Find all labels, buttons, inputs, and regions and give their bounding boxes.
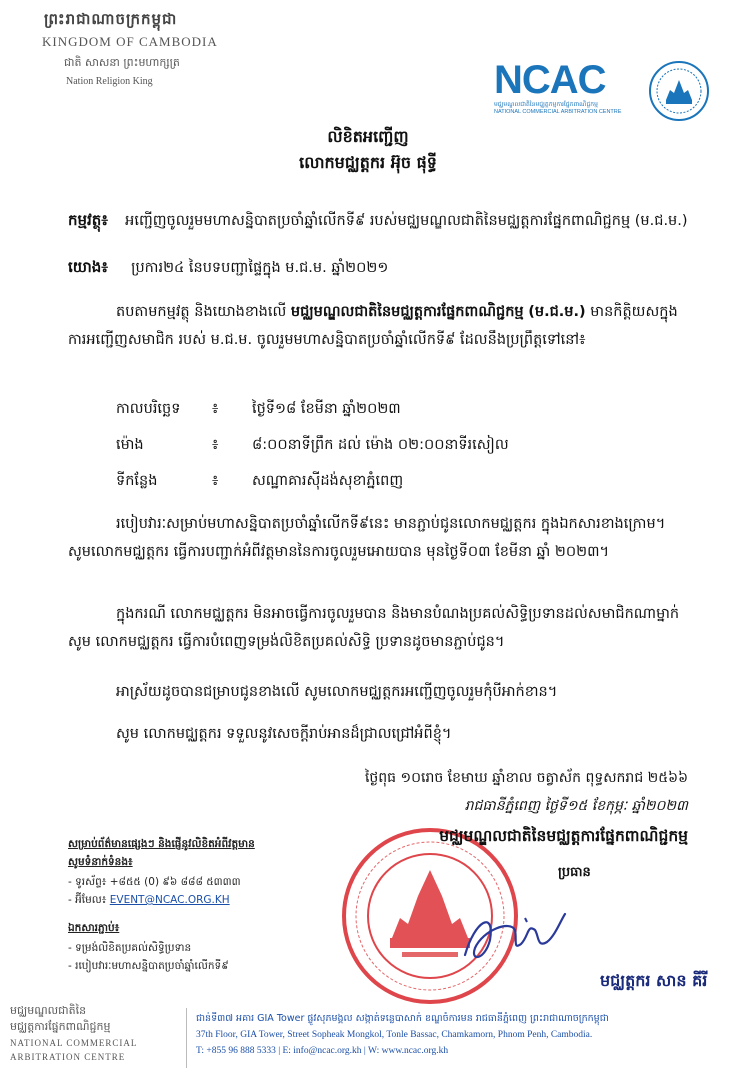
intro-org: មជ្ឈមណ្ឌលជាតិនៃមជ្ឈត្តការផ្នែកពាណិជ្ជកម្ម [290,304,524,320]
reference-label: យោង៖ [68,258,108,276]
letter-title: លិខិតអញ្ជើញ [327,127,409,146]
ncac-seal-icon [648,60,710,122]
logo-subtitle-english: NATIONAL COMMERCIAL ARBITRATION CENTRE [494,109,622,115]
kingdom-english: KINGDOM OF CAMBODIA [42,34,218,49]
detail-value-date: ថ្ងៃទី១៨ ខែមីនា ឆ្នាំ២០២៣ [252,401,401,417]
subject-text: អញ្ជើញចូលរួមមហាសន្និបាតប្រចាំឆ្នាំលើកទី៩ របស់មជ្ឈមណ្ឌលជាតិនៃមជ្ឈត្តការផ្នែកពាណិជ្ជកម្ម (ម.ជ.ម.) [125,213,688,229]
invitation-paragraph: អាស្រ័យដូចបានជម្រាបជូនខាងលើ សូមលោកមជ្ឈត្តករអញ្ជើញចូលរួមកុំបីអាក់ខាន។ [116,684,558,700]
detail-label-venue: ទីកន្លែង [116,473,158,489]
detail-colon: ៖ [212,401,219,417]
detail-colon: ៖ [212,473,219,489]
intro-end: មានកិត្តិយសក្នុងការអញ្ជើញសមាជិក របស់ ម.ជ.ម. ចូលរួមមហាសន្និបាតប្រចាំឆ្នាំលើកទី៩ ដែលនឹងប្រព្រឹត្តទៅនៅ៖ [68,304,678,348]
attachment-item: - ទម្រង់លិខិតប្រគល់សិទ្ធិប្រទាន [68,942,192,954]
logo-subtitle-khmer: មជ្ឈមណ្ឌលជាតិនៃមជ្ឈត្តកម្មការផ្នែកពាណិជ្ជកម្ម [494,101,598,108]
footer-divider [186,1008,187,1068]
agenda-paragraph: របៀបវារៈសម្រាប់មហាសន្និបាតប្រចាំឆ្នាំលើកទី៩នេះ មានភ្ជាប់ជូនលោកមជ្ឈត្តករ ក្នុងឯកសារខាងក្រោម។ សូមលោកមជ្ឈត្តករ ធ្វើការបញ្ជាក់អំពីវត្តមាននៃការចូលរួមអោយបាន មុនថ្ងៃទី០៣ ខែមីនា ឆ្នាំ ២០២៣។ [68,516,666,560]
subject-line [68,206,688,235]
contact-email-label: - អ៊ីមែល៖ [68,894,110,906]
regards-paragraph: សូម លោកមជ្ឈត្តករ ទទួលនូវសេចក្តីរាប់អានដ៏ជ្រាលជ្រៅអំពីខ្ញុំ។ [116,726,452,742]
intro-paragraph [68,298,688,354]
detail-colon: ៖ [212,437,219,453]
contact-subheading: សូមទំនាក់ទំនង៖ [68,856,133,868]
letter-recipient: លោកមជ្ឈត្តករ អ៊ុច ផុទ្ធី [299,153,437,172]
footer-address-khmer: ជាន់ទី៣៧ អគារ GIA Tower ផ្លូវសុភមង្គល សង្កាត់ទន្លេបាសាក់ ខណ្ឌចំការមន រាជធានីភ្នំពេញ ព្រះរាជាណាចក្រកម្ពុជា [196,1013,609,1024]
handwritten-signature-icon [455,900,575,970]
footer-name-khmer-1: មជ្ឈមណ្ឌលជាតិនៃ [10,1004,87,1017]
motto-khmer: ជាតិ សាសនា ព្រះមហាក្សត្រ [64,56,180,69]
detail-value-time: ៨:០០នាទីព្រឹក ដល់ ម៉ោង ០២:០០នាទីរសៀល [252,437,509,453]
motto-english: Nation Religion King [66,76,153,87]
kingdom-khmer: ព្រះរាជាណាចក្រកម្ពុជា [44,10,178,28]
contact-email-link[interactable]: EVENT@NCAC.ORG.KH [109,894,230,906]
detail-value-venue: សណ្ឋាគារស៊ីដង់សុខាភ្នំពេញ [252,473,404,489]
contact-email-line [68,894,230,909]
signatory-organization: មជ្ឈមណ្ឌលជាតិនៃមជ្ឈត្តការផ្នែកពាណិជ្ជកម្ម [439,827,688,845]
contact-heading: សម្រាប់ព័ត៌មានផ្សេងៗ និងផ្ញើនូវលិខិតអំពីវត្តមាន [68,838,255,850]
footer-name-english-1: NATIONAL COMMERCIAL [10,1038,138,1048]
detail-label-time: ម៉ោង [116,437,144,453]
signatory-position: ប្រធាន [558,865,591,880]
subject-label: កម្មវត្ថុ៖ [68,211,108,229]
intro-start: តបតាមកម្មវត្ថុ និងយោងខាងលើ [116,304,291,320]
intro-abbr: (ម.ជ.ម.) [528,304,586,320]
contact-phone: - ទូរស័ព្ទ៖ +៨៥៥ (0) ៩៦ ៨៨៨ ៥៣៣៣ [68,876,241,888]
lunar-date: ថ្ងៃពុធ ១០រោច ខែមាឃ ឆ្នាំខាល ចត្វាស័ក ពុទ្ធសករាជ ២៥៦៦ [364,770,688,786]
attachment-item: - របៀបវារៈមហាសន្និបាតប្រចាំឆ្នាំលើកទី៩ [68,960,229,972]
proxy-paragraph: ក្នុងករណី លោកមជ្ឈត្តករ មិនអាចធ្វើការចូលរួមបាន និងមានបំណងប្រគល់សិទ្ធិប្រទានដល់សមាជិកណាម្នាក់ សូម លោកមជ្ឈត្តករ ធ្វើការបំពេញទម្រង់លិខិតប្រគល់សិទ្ធិ ប្រទានដូចមានភ្ជាប់ជូន។ [68,606,680,650]
footer-name-english-2: ARBITRATION CENTRE [10,1052,126,1062]
reference-line [68,258,388,280]
attachments-heading: ឯកសារភ្ជាប់៖ [68,922,120,934]
signatory-name: មជ្ឈត្តករ សាន គីរី [600,971,708,990]
reference-text: ប្រការ២៤ នៃបទបញ្ជាផ្ទៃក្នុង ម.ជ.ម. ឆ្នាំ២០២១ [131,260,389,276]
solar-date: រាជធានីភ្នំពេញ ថ្ងៃទី១៥ ខែកុម្ភៈ ឆ្នាំ២០២៣ [464,798,688,814]
footer-contact: T: +855 96 888 5333 | E: info@ncac.org.kh | W: www.ncac.org.kh [196,1046,449,1056]
footer-address-english: 37th Floor, GIA Tower, Street Sopheak Mongkol, Tonle Bassac, Chamkamorn, Phnom Penh, Cambodia. [196,1030,593,1040]
footer-name-khmer-2: មជ្ឈត្តការផ្នែកពាណិជ្ជកម្ម [10,1020,111,1033]
detail-label-date: កាលបរិច្ឆេទ [116,401,181,417]
ncac-logo: NCAC [494,58,606,102]
